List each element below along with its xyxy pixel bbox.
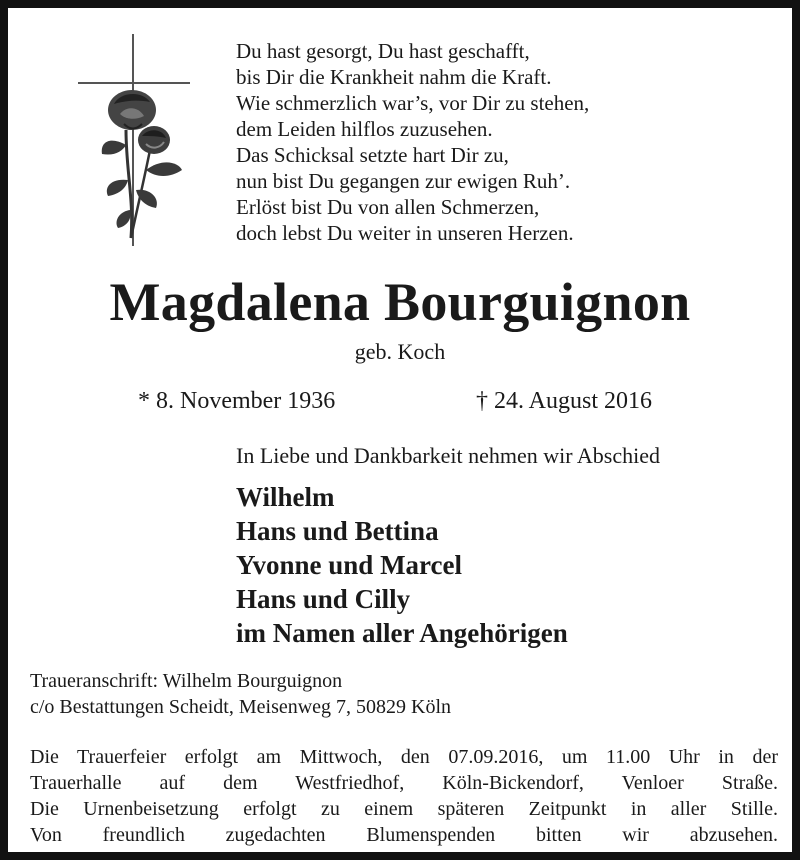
- mourner-entry: Hans und Bettina: [236, 516, 439, 546]
- maiden-name: geb. Koch: [354, 339, 446, 364]
- mourner-entry: Wilhelm: [236, 482, 335, 512]
- notice-line: Von freundlich zugedachten Blumenspenden bitten wir abzusehen.: [30, 824, 778, 846]
- poem-line: dem Leiden hilflos zuzusehen.: [236, 117, 493, 141]
- mourning-address: [30, 668, 451, 720]
- poem-line: Du hast gesorgt, Du hast geschafft,: [236, 39, 530, 63]
- birth-date: * 8. November 1936: [138, 388, 336, 414]
- deceased-name: Magdalena Bourguignon: [109, 272, 691, 332]
- address-line: c/o Bestattungen Scheidt, Meisenweg 7, 50829 Köln: [30, 696, 452, 718]
- notice-line: Trauerhalle auf dem Westfriedhof, Köln-Bickendorf, Venloer Straße.: [30, 772, 778, 794]
- poem-line: Das Schicksal setzte hart Dir zu,: [236, 143, 509, 167]
- poem-line: nun bist Du gegangen zur ewigen Ruh’.: [236, 169, 571, 193]
- address-line: Traueranschrift: Wilhelm Bourguignon: [30, 670, 343, 692]
- mourner-entry: Yvonne und Marcel: [236, 550, 463, 580]
- poem-line: Wie schmerzlich war’s, vor Dir zu stehen,: [236, 91, 590, 115]
- cross-with-rose-icon: [74, 30, 198, 252]
- farewell-line: In Liebe und Dankbarkeit nehmen wir Abschied: [236, 443, 660, 468]
- poem-line: bis Dir die Krankheit nahm die Kraft.: [236, 65, 552, 89]
- notice-line: Die Urnenbeisetzung erfolgt zu einem späteren Zeitpunkt in aller Stille.: [30, 798, 778, 820]
- mourner-entry: im Namen aller Angehörigen: [236, 618, 568, 648]
- death-date: † 24. August 2016: [476, 388, 653, 414]
- poem-line: Erlöst bist Du von allen Schmerzen,: [236, 195, 540, 219]
- notice-line: Die Trauerfeier erfolgt am Mittwoch, den 07.09.2016, um 11.00 Uhr in der: [30, 746, 778, 768]
- funeral-notice: [30, 744, 778, 848]
- mourner-entry: Hans und Cilly: [236, 584, 411, 614]
- mourners-list: [236, 480, 568, 650]
- memorial-poem: [236, 38, 589, 246]
- poem-line: doch lebst Du weiter in unseren Herzen.: [236, 221, 574, 245]
